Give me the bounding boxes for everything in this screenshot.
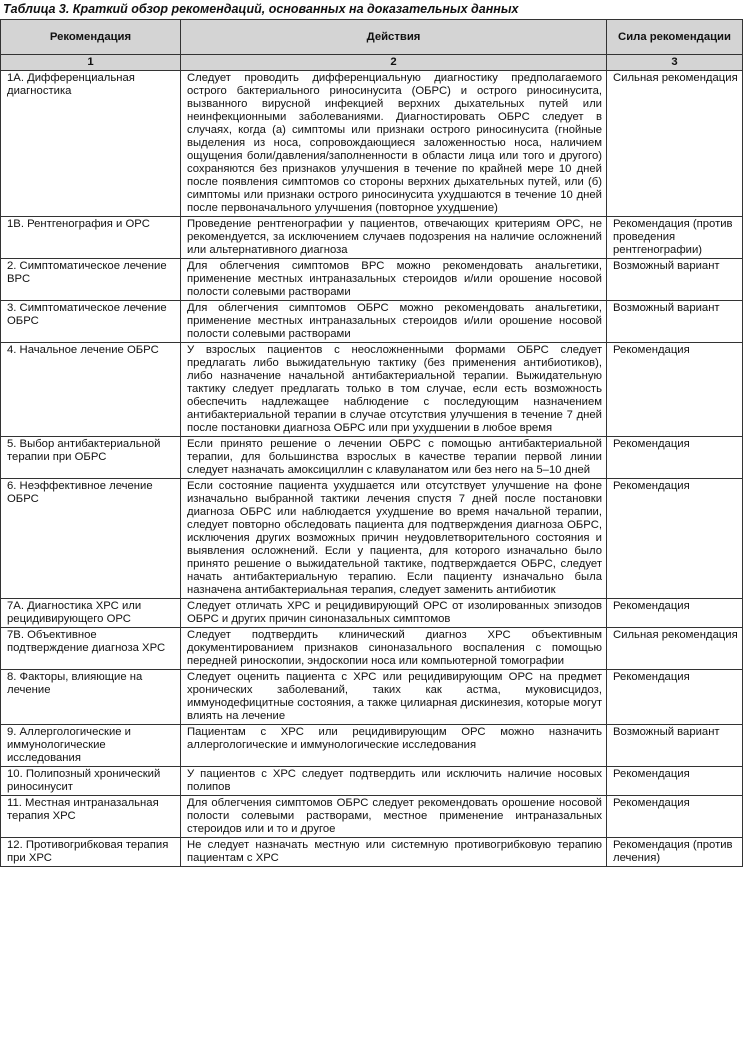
- strength-cell: Рекомендация: [607, 479, 743, 599]
- actions-cell: Для облегчения симптомов ВРС можно рекомендовать анальгетики, применение местных интраназальных стероидов и/или орошение носовой полости солевыми растворами: [181, 259, 607, 301]
- header-strength: Сила рекомендации: [607, 20, 743, 55]
- recommendation-cell: 4. Начальное лечение ОБРС: [1, 343, 181, 437]
- column-number: 3: [607, 55, 743, 71]
- strength-cell: Рекомендация: [607, 343, 743, 437]
- actions-cell: Проведение рентгенографии у пациентов, отвечающих критериям ОРС, не рекомендуется, за исключением случаев подозрения на наличие осложнений или альтернативного диагноза: [181, 217, 607, 259]
- table-row: [1, 796, 743, 838]
- strength-cell: Рекомендация: [607, 767, 743, 796]
- strength-cell: Рекомендация: [607, 796, 743, 838]
- strength-cell: Рекомендация: [607, 599, 743, 628]
- recommendation-cell: 12. Противогрибковая терапия при ХРС: [1, 838, 181, 867]
- table-row: [1, 725, 743, 767]
- table-row: [1, 301, 743, 343]
- actions-cell: Следует проводить дифференциальную диагностику предполагаемого острого бактериального риносинусита (ОБРС) и острого риносинусита, вызванного вирусной инфекцией верхних дыхательных путей или неинфекционными заболеваниями. Диагностировать ОБРС следует в случаях, когда (а) симптомы или признаки острого риносинусита (гнойные выделения из носа, сопровождающиеся заложенностью носа, наличием ощущения боли/давления/заполненности в области лица или того и другого) сохраняются без признаков улучшения в течение по крайней мере 10 дней после появления симптомов со стороны верхних дыхательных путей, или (б) симптомы или признаки острого риносинусита ухудшаются в течение 10 дней после первоначального улучшения (повторное ухудшение): [181, 71, 607, 217]
- actions-cell: Пациентам с ХРС или рецидивирующим ОРС можно назначить аллергологические и иммунологические исследования: [181, 725, 607, 767]
- table-row: [1, 838, 743, 867]
- table-row: [1, 343, 743, 437]
- table-caption: Таблица 3. Краткий обзор рекомендаций, основанных на доказательных данных: [3, 2, 519, 16]
- recommendations-table: [0, 19, 743, 867]
- strength-cell: Сильная рекомендация: [607, 628, 743, 670]
- recommendation-cell: 7А. Диагностика ХРС или рецидивирующего ОРС: [1, 599, 181, 628]
- strength-cell: Возможный вариант: [607, 259, 743, 301]
- table-row: [1, 437, 743, 479]
- column-number-row: [1, 55, 743, 71]
- actions-cell: Следует оценить пациента с ХРС или рецидивирующим ОРС на предмет хронических заболеваний, таких как астма, муковисцидоз, иммунодефицитные состояния, а также цилиарная дискинезия, которые могут влиять на лечение: [181, 670, 607, 725]
- recommendation-cell: 5. Выбор антибактериальной терапии при ОБРС: [1, 437, 181, 479]
- table-row: [1, 628, 743, 670]
- table-header-row: [1, 20, 743, 55]
- actions-cell: Следует подтвердить клинический диагноз ХРС объективным документированием признаков синоназального воспаления с помощью передней риноскопии, эндоскопии носа или компьютерной томографии: [181, 628, 607, 670]
- table-row: [1, 71, 743, 217]
- table-row: [1, 259, 743, 301]
- actions-cell: У пациентов с ХРС следует подтвердить или исключить наличие носовых полипов: [181, 767, 607, 796]
- header-actions: Действия: [181, 20, 607, 55]
- actions-cell: Для облегчения симптомов ОБРС следует рекомендовать орошение носовой полости солевыми растворами, местное применение интраназальных стероидов или и то и другое: [181, 796, 607, 838]
- strength-cell: Рекомендация (против проведения рентгенографии): [607, 217, 743, 259]
- table-row: [1, 217, 743, 259]
- recommendation-cell: 9. Аллергологические и иммунологические исследования: [1, 725, 181, 767]
- recommendation-cell: 6. Неэффективное лечение ОБРС: [1, 479, 181, 599]
- recommendation-cell: 11. Местная интраназальная терапия ХРС: [1, 796, 181, 838]
- strength-cell: Рекомендация: [607, 437, 743, 479]
- table-row: [1, 670, 743, 725]
- column-number: 1: [1, 55, 181, 71]
- table-row: [1, 767, 743, 796]
- recommendation-cell: 3. Симптоматическое лечение ОБРС: [1, 301, 181, 343]
- strength-cell: Рекомендация: [607, 670, 743, 725]
- actions-cell: Если состояние пациента ухудшается или отсутствует улучшение на фоне изначально выбранной тактики лечения спустя 7 дней после постановки диагноза ОБРС или наблюдается ухудшение во время начальной терапии, следует повторно обследовать пациента для подтверждения диагноза ОБРС, исключения других возможных причин неудовлетворительного состояния и выявления осложнений. Если у пациента, для которого изначально было принято решение о выжидательной тактике, подтверждается ОБРС, следует начать антибактериальную терапию. Если пациенту изначально была назначена антибактериальная терапия, следует заменить антибиотик: [181, 479, 607, 599]
- recommendation-cell: 10. Полипозный хронический риносинусит: [1, 767, 181, 796]
- recommendation-cell: 1В. Рентгенография и ОРС: [1, 217, 181, 259]
- recommendation-cell: 7В. Объективное подтверждение диагноза ХРС: [1, 628, 181, 670]
- actions-cell: Следует отличать ХРС и рецидивирующий ОРС от изолированных эпизодов ОБРС и других причин синоназальных симптомов: [181, 599, 607, 628]
- strength-cell: Рекомендация (против лечения): [607, 838, 743, 867]
- strength-cell: Возможный вариант: [607, 725, 743, 767]
- actions-cell: Для облегчения симптомов ОБРС можно рекомендовать анальгетики, применение местных интраназальных стероидов и/или орошение носовой полости солевыми растворами: [181, 301, 607, 343]
- recommendation-cell: 1А. Дифференциальная диагностика: [1, 71, 181, 217]
- table-row: [1, 599, 743, 628]
- recommendation-cell: 8. Факторы, влияющие на лечение: [1, 670, 181, 725]
- actions-cell: У взрослых пациентов с неосложненными формами ОБРС следует предлагать либо выжидательную тактику (без применения антибиотиков), либо назначение начальной антибактериальной терапии. Выжидательную тактику следует предлагать только в том случае, если есть возможность обеспечить надлежащее наблюдение с последующим назначением антибактериальной терапии в случае отсутствия улучшения в течение 7 дней после постановки диагноза ОБРС или при ухудшении в любое время: [181, 343, 607, 437]
- table-row: [1, 479, 743, 599]
- strength-cell: Сильная рекомендация: [607, 71, 743, 217]
- actions-cell: Не следует назначать местную или системную противогрибковую терапию пациентам с ХРС: [181, 838, 607, 867]
- header-recommendation: Рекомендация: [1, 20, 181, 55]
- recommendation-cell: 2. Симптоматическое лечение ВРС: [1, 259, 181, 301]
- column-number: 2: [181, 55, 607, 71]
- strength-cell: Возможный вариант: [607, 301, 743, 343]
- actions-cell: Если принято решение о лечении ОБРС с помощью антибактериальной терапии, для большинства взрослых в качестве терапии первой линии следует назначать амоксициллин с клавуланатом или без него на 5–10 дней: [181, 437, 607, 479]
